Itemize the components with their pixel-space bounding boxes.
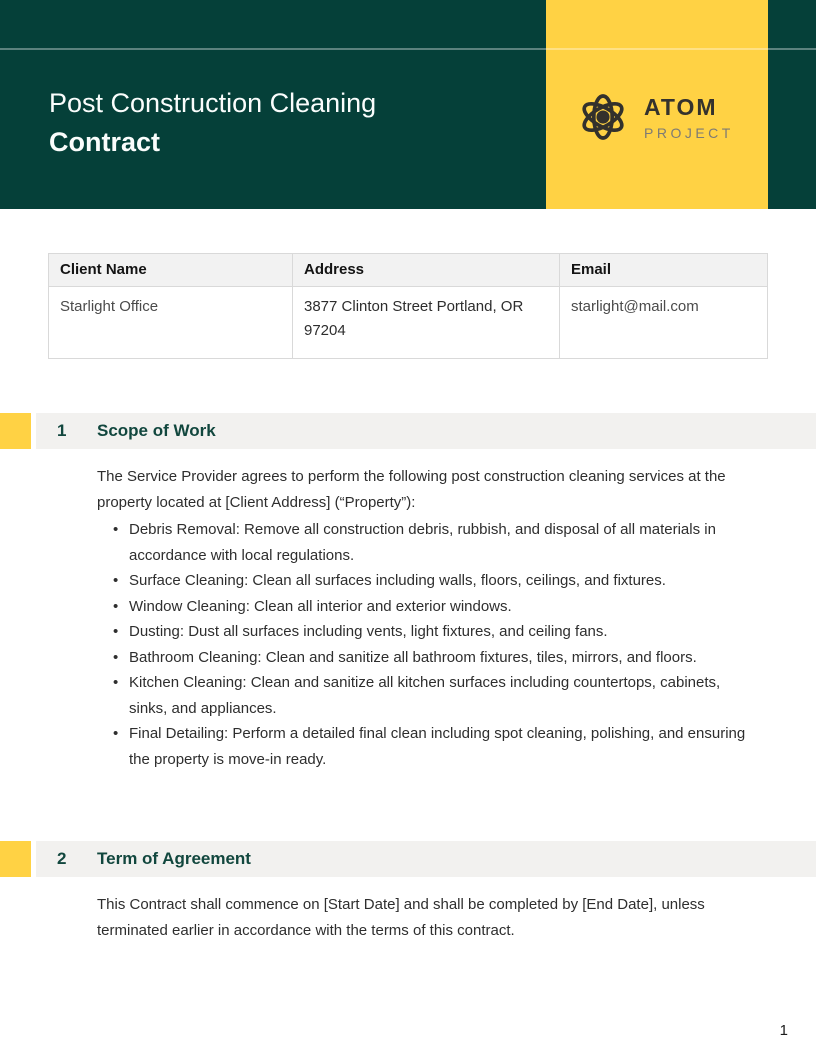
address-cell: 3877 Clinton Street Portland, OR 97204 [293, 287, 560, 359]
section-2-heading-bar [36, 841, 816, 877]
page-number: 1 [779, 1022, 788, 1039]
section-term-of-agreement [0, 841, 816, 943]
document-title [49, 84, 376, 162]
list-item: • Debris Removal: Remove all construction debris, rubbish, and disposal of all materials in accordance with local regulations. [97, 517, 760, 568]
col-header-email: Email [560, 254, 768, 287]
section-1-accent-tab [0, 413, 31, 449]
document-title-line1: Post Construction Cleaning [49, 88, 377, 118]
list-item: • Surface Cleaning: Clean all surfaces including walls, floors, ceilings, and fixtures. [97, 568, 760, 594]
header-divider-line [0, 48, 816, 50]
section-1-intro: The Service Provider agrees to perform the following post construction cleaning services at the property located at [Client Address] (“Property”): [97, 468, 726, 511]
section-2-body [97, 892, 760, 943]
table-header-row [49, 254, 768, 287]
section-1-heading [0, 413, 816, 449]
logo-subtitle: PROJECT [644, 124, 734, 141]
scope-bullet-list [97, 517, 760, 772]
col-header-client-name: Client Name [49, 254, 293, 287]
section-1-title: Scope of Work [97, 421, 216, 440]
atom-icon [575, 86, 631, 148]
logo-name: ATOM [644, 93, 718, 120]
page-header [0, 0, 816, 209]
list-item: • Window Cleaning: Clean all interior and exterior windows. [97, 594, 760, 620]
section-2-title: Term of Agreement [97, 849, 251, 868]
logo-text [644, 94, 734, 141]
section-2-accent-tab [0, 841, 31, 877]
section-1-heading-bar [36, 413, 816, 449]
header-accent-block [546, 0, 768, 209]
section-1-body [97, 464, 760, 772]
email-cell: starlight@mail.com [560, 287, 768, 359]
section-2-number: 2 [57, 849, 67, 868]
section-1-number: 1 [57, 421, 67, 440]
section-scope-of-work [0, 413, 816, 772]
document-title-line2: Contract [49, 127, 161, 157]
list-item: • Bathroom Cleaning: Clean and sanitize all bathroom fixtures, tiles, mirrors, and floors. [97, 645, 760, 671]
section-2-intro: This Contract shall commence on [Start Date] and shall be completed by [End Date], unless terminated earlier in accordance with the terms of this contract. [97, 896, 705, 939]
list-item: • Kitchen Cleaning: Clean and sanitize all kitchen surfaces including countertops, cabinets, sinks, and appliances. [97, 670, 760, 721]
table-row [49, 287, 768, 359]
client-info-table [48, 253, 768, 359]
section-2-heading [0, 841, 816, 877]
brand-logo [575, 86, 734, 148]
list-item: • Dusting: Dust all surfaces including vents, light fixtures, and ceiling fans. [97, 619, 760, 645]
list-item: • Final Detailing: Perform a detailed final clean including spot cleaning, polishing, and ensuring the property is move-in ready. [97, 721, 760, 772]
col-header-address: Address [293, 254, 560, 287]
client-name-cell: Starlight Office [49, 287, 293, 359]
